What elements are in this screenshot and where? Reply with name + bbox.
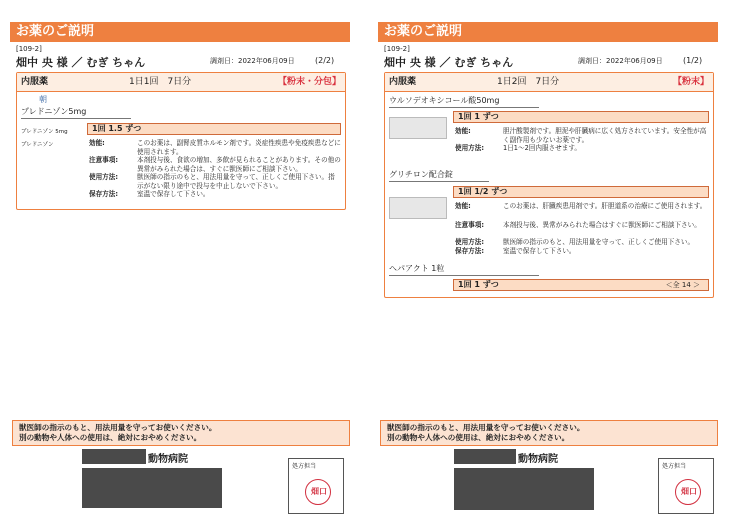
usage-text: 獣医師の指示のもと、用法用量を守って、正しくご使用下さい。指示がない限り途中で投与を中止しないで下さい。 — [137, 173, 335, 190]
medication-section — [384, 72, 714, 298]
effect-label: 効能: — [89, 139, 105, 147]
medication-section — [16, 72, 346, 210]
dose-text: 1回 1 ずつ — [458, 280, 499, 289]
dose-bar: 1回 1.5 ずつ — [87, 123, 341, 135]
usage-row — [89, 173, 341, 191]
prescription-code: [109-2] — [384, 45, 410, 53]
usage-label: 使用方法: — [455, 238, 485, 246]
dose-bar: 1回 1/2 ずつ — [453, 186, 709, 198]
effect-text: このお薬は、肝臓疾患用剤です。肝胆道系の治療にご使用されます。 — [503, 202, 707, 210]
caution-row — [455, 221, 709, 239]
drug-image — [389, 117, 447, 139]
total-count: ＜全 14 ＞ — [665, 281, 700, 289]
medication-type: 内服薬 — [389, 77, 417, 87]
timing-label: 朝 — [39, 95, 47, 104]
patient-name: 畑中 央 様 ／ むぎ ちゃん — [16, 56, 146, 69]
effect-row — [455, 202, 709, 220]
effect-label: 効能: — [455, 202, 471, 210]
caution-label: 注意事項: — [89, 156, 119, 164]
effect-label: 効能: — [455, 127, 471, 135]
pharmacist-box — [288, 458, 344, 514]
page-1 — [378, 0, 726, 521]
seal-stamp-text: 畑口 — [681, 487, 697, 496]
storage-text: 室温で保存して下さい。 — [503, 247, 576, 255]
usage-label: 使用方法: — [89, 173, 119, 181]
seal-stamp — [305, 479, 331, 505]
section-header — [17, 73, 345, 92]
caution-text: 本剤投与後、異常がみられた場合はすぐに獣医師にご相談下さい。 — [503, 221, 701, 229]
storage-text: 室温で保存して下さい。 — [137, 190, 210, 198]
drug-name: ヘパアクト 1粒 — [389, 263, 539, 276]
medication-type: 内服薬 — [21, 77, 49, 87]
redacted-block — [454, 468, 594, 510]
page-number: (2/2) — [315, 56, 335, 65]
usage-label: 使用方法: — [455, 144, 485, 152]
drug-name: ウルソデオキシコール酸50mg — [389, 95, 539, 108]
section-header — [385, 73, 713, 92]
footer-line: 別の動物や人体への使用は、絶対におやめください。 — [387, 433, 570, 442]
dose-bar — [453, 279, 709, 291]
usage-row — [455, 144, 709, 154]
frequency: 1日1回 7日分 — [129, 77, 192, 87]
page-title: お薬のご説明 — [10, 22, 350, 42]
dose-bar: 1回 1 ずつ — [453, 111, 709, 123]
storage-label: 保存方法: — [89, 190, 119, 198]
dispense-date: 調剤日：2022年06月09日 — [578, 57, 663, 65]
page-2 — [10, 0, 358, 521]
effect-row — [455, 127, 709, 145]
pharmacist-label: 処方担当 — [662, 463, 687, 470]
seal-stamp-text: 畑口 — [311, 487, 327, 496]
drug-image — [21, 125, 81, 155]
footer-line: 獣医師の指示のもと、用法用量を守ってお使いください。 — [387, 423, 585, 432]
caution-row — [89, 156, 341, 174]
footer-notice — [12, 420, 350, 446]
drug-image — [389, 197, 447, 219]
pharmacist-label: 処方担当 — [292, 463, 317, 470]
patient-name: 畑中 央 様 ／ むぎ ちゃん — [384, 56, 514, 69]
form-tag: 【粉末・分包】 — [277, 77, 341, 87]
footer-notice — [380, 420, 718, 446]
effect-text: 胆汁酸製剤です。胆泥や肝臓病に広く処方されています。安全性が高く副作用も少ないお薬です。 — [503, 127, 707, 144]
caution-label: 注意事項: — [455, 221, 485, 229]
effect-row — [89, 139, 341, 157]
redacted-block — [82, 449, 146, 464]
storage-row — [89, 190, 341, 200]
usage-text: 1日1～2回内服させます。 — [503, 144, 581, 152]
drug-name: プレドニゾン5mg — [21, 106, 131, 119]
effect-text: このお薬は、副腎皮質ホルモン剤です。炎症性疾患や免疫疾患などに使用されます。 — [137, 139, 341, 156]
drug-image-label: プレドニゾン 5mg — [21, 129, 68, 135]
redacted-block — [454, 449, 516, 464]
prescription-code: [109-2] — [16, 45, 42, 53]
redacted-block — [82, 468, 222, 508]
footer-line: 別の動物や人体への使用は、絶対におやめください。 — [19, 433, 202, 442]
footer-line: 獣医師の指示のもと、用法用量を守ってお使いください。 — [19, 423, 217, 432]
page-number: (1/2) — [683, 56, 703, 65]
seal-stamp — [675, 479, 701, 505]
caution-text: 本剤投与後、食欲の増加、多飲が見られることがあります。その他の異常がみられた場合は、すぐに獣医師にご相談下さい。 — [137, 156, 341, 173]
storage-row — [455, 247, 709, 257]
storage-label: 保存方法: — [455, 247, 485, 255]
page-title: お薬のご説明 — [378, 22, 718, 42]
hospital-name: 動物病院 — [518, 454, 558, 465]
drug-name: グリチロン配合錠 — [389, 169, 489, 182]
usage-text: 獣医師の指示のもと、用法用量を守って、正しくご使用下さい。 — [503, 238, 695, 246]
frequency: 1日2回 7日分 — [497, 77, 560, 87]
drug-image-label: プレドニゾン — [21, 142, 54, 148]
form-tag: 【粉末】 — [672, 77, 709, 87]
pharmacist-box — [658, 458, 714, 514]
dispense-date: 調剤日：2022年06月09日 — [210, 57, 295, 65]
hospital-name: 動物病院 — [148, 454, 188, 465]
